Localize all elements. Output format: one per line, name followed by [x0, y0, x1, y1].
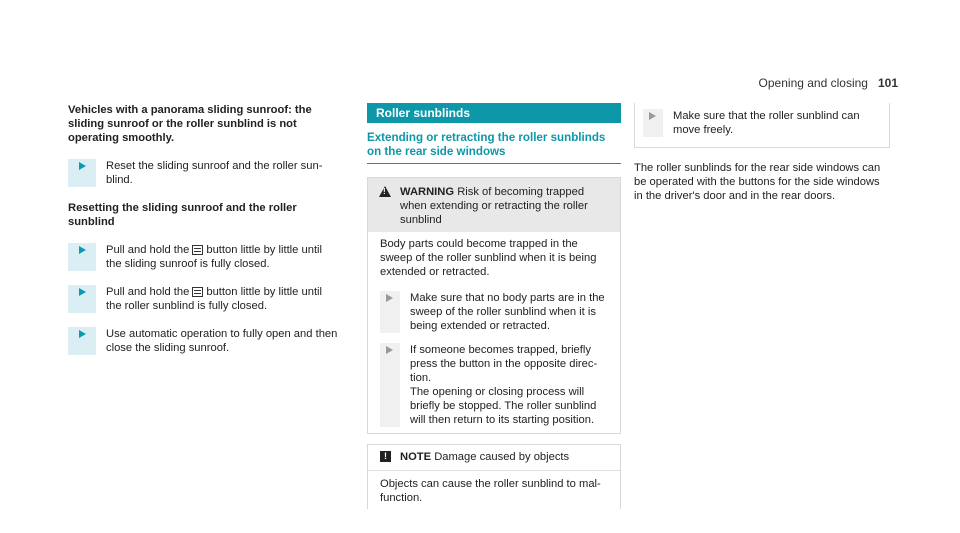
arrow-right-icon	[79, 288, 86, 296]
arrow-right-icon	[386, 346, 393, 354]
window-switch-button-icon	[192, 287, 203, 297]
instruction-step	[643, 109, 879, 137]
step-marker	[380, 291, 400, 333]
body-paragraph: The roller sunblinds for the rear side windows can be operated with the buttons for the side windows in the driver's door and in the rear doors.	[634, 162, 881, 202]
problem-heading: Vehicles with a panorama sliding sunroof: the sliding sunroof or the roller sunblind is not operating smoothly.	[68, 104, 312, 144]
warning-triangle-icon	[379, 186, 391, 197]
step-text: Make sure that the roller sunblind can move freely.	[673, 110, 860, 136]
column-right	[634, 103, 890, 203]
warning-label: WARNING	[400, 186, 455, 198]
arrow-right-icon	[386, 294, 393, 302]
step-marker	[68, 327, 96, 355]
step-marker	[380, 343, 400, 427]
warning-title: Risk of becoming trapped when extending or retracting the roller sunblind	[400, 186, 588, 226]
step-marker	[643, 109, 663, 137]
step-text-pre: Pull and hold the	[106, 244, 190, 256]
warning-step	[380, 291, 612, 333]
instruction-step	[68, 159, 340, 187]
step-marker	[68, 243, 96, 271]
window-switch-button-icon	[192, 245, 203, 255]
note-label: NOTE	[400, 451, 432, 463]
arrow-right-icon	[79, 246, 86, 254]
warning-box	[367, 177, 621, 434]
running-header	[759, 76, 898, 90]
note-title: Damage caused by objects	[434, 451, 570, 463]
step-text-pre: Pull and hold the	[106, 286, 190, 298]
step-text-line: The opening or closing process will briefly be stopped. The roller sunblind will then return to its starting position.	[410, 386, 597, 426]
warning-text: Body parts could become trapped in the sweep of the roller sunblind when it is being extended or retracted.	[380, 238, 597, 278]
header-section-title: Opening and closing	[758, 76, 868, 90]
warning-step	[380, 343, 612, 427]
step-text	[96, 285, 340, 313]
step-text: Reset the sliding sunroof and the roller sun-blind.	[106, 160, 323, 186]
continued-note-box	[634, 103, 890, 148]
instruction-step	[68, 285, 340, 313]
instruction-step	[68, 327, 340, 355]
arrow-right-icon	[79, 330, 86, 338]
instruction-step	[68, 243, 340, 271]
column-middle	[367, 103, 621, 509]
step-text-line: If someone becomes trapped, briefly press the button in the opposite direc-tion.	[410, 344, 598, 384]
step-marker	[68, 285, 96, 313]
resetting-heading: Resetting the sliding sunroof and the roller sunblind	[68, 202, 297, 228]
step-marker	[68, 159, 96, 187]
step-text-post: button little by little until the roller sunblind is fully closed.	[106, 286, 323, 312]
step-text: Use automatic operation to fully open and then close the sliding sunroof.	[106, 328, 338, 354]
arrow-right-icon	[79, 162, 86, 170]
warning-body	[368, 232, 620, 433]
note-box	[367, 444, 621, 509]
column-left	[68, 103, 340, 355]
note-text: Objects can cause the roller sunblind to mal-function.	[380, 478, 601, 504]
section-title: Roller sunblinds	[367, 103, 621, 123]
step-text	[400, 343, 612, 427]
arrow-right-icon	[649, 112, 656, 120]
warning-header	[368, 178, 620, 232]
note-header	[368, 445, 620, 471]
step-text: Make sure that no body parts are in the sweep of the roller sunblind when it is being extended or retracted.	[410, 292, 605, 332]
page-number: 101	[877, 76, 898, 90]
step-text-post: button little by little until the sliding sunroof is fully closed.	[106, 244, 323, 270]
step-text	[96, 243, 340, 271]
subsection-title: Extending or retracting the roller sunblinds on the rear side windows	[367, 131, 621, 164]
note-exclamation-icon: !	[380, 451, 391, 462]
